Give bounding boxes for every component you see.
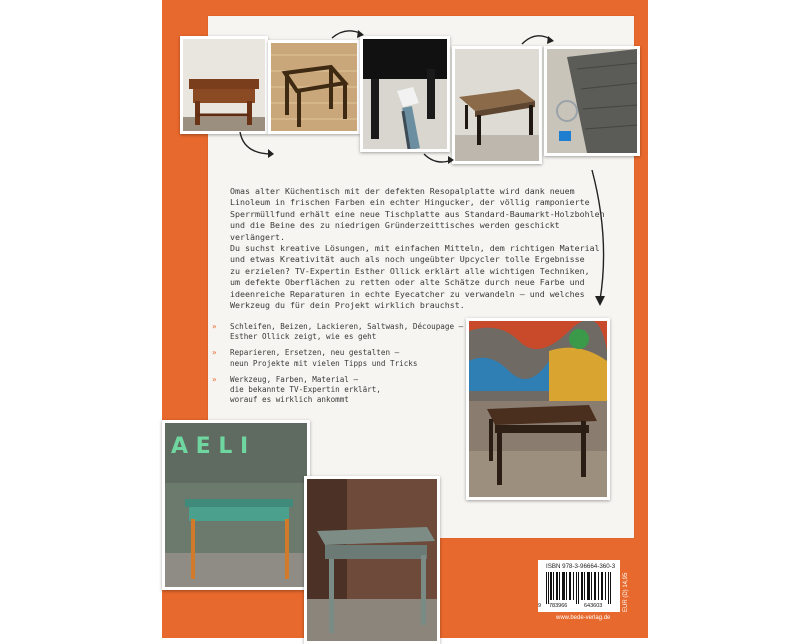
intro-line: zu erzielen? TV-Expertin Esther Ollick erklärt alle wichtigen Techniken,: [230, 265, 590, 276]
photo-green-table: [162, 420, 310, 590]
intro-line: Werkzeug du für dein Projekt wirklich brauchst.: [230, 300, 465, 311]
feature-line: Schleifen, Beizen, Lackieren, Saltwash, Découpage –: [230, 322, 464, 331]
photo-finished-table-graffiti: [466, 318, 610, 500]
arrow-icon: [422, 148, 456, 168]
barcode-digit-first: 9: [538, 603, 542, 609]
intro-line: ideenreiche Reparaturen in echte Eyecatcher zu verwandeln – und welches: [230, 288, 585, 299]
photo-step-1-old-table: [180, 36, 268, 134]
arrow-icon: [330, 26, 366, 42]
photo-step-5-linoleum: [544, 46, 640, 156]
intro-line: und etwas Kreativität auch als noch ungeübter Upcycler tolle Ergebnisse: [230, 254, 585, 265]
intro-line: Omas alter Küchentisch mit der defekten Resopalplatte wird dank neuem: [230, 186, 575, 196]
intro-line: Sperrmüllfund erhält eine neue Tischplatte aus Standard-Baumarkt-Holzbohlen: [230, 208, 605, 219]
intro-line: Linoleum in frischen Farben ein echter Hingucker, der völlig ramponierte: [230, 197, 590, 208]
bullet-icon: »: [212, 348, 217, 358]
photo-step-3-painting: [360, 36, 450, 152]
feature-item: [212, 375, 472, 406]
arrow-icon: [238, 130, 278, 160]
feature-line: die bekannte TV-Expertin erklärt,: [230, 385, 381, 395]
feature-line: worauf es wirklich ankommt: [230, 395, 349, 405]
barcode-digits-left: 783966: [549, 603, 568, 609]
isbn-label: ISBN 978-3-96664-360-3: [546, 563, 616, 570]
feature-line: neun Projekte mit vielen Tipps und Tricks: [230, 358, 418, 368]
photo-step-2-frame: [268, 40, 360, 134]
photo-step-4-new-top: [452, 46, 542, 164]
publisher-url: www.bede-verlag.de: [556, 615, 611, 621]
intro-line: Du suchst kreative Lösungen, mit einfachen Mitteln, dem richtigen Material: [230, 243, 600, 254]
barcode-icon: [544, 572, 614, 604]
bullet-icon: »: [212, 322, 217, 331]
intro-line: um defekte Oberflächen zu retten oder alte Schätze durch neue Farbe und: [230, 277, 585, 288]
feature-line: Werkzeug, Farben, Material –: [230, 374, 359, 384]
price-label: EUR (D) 14,95: [623, 572, 629, 612]
feature-item: [212, 322, 472, 342]
photo-grey-table: [304, 476, 440, 644]
arrow-icon: [520, 30, 556, 48]
intro-line: und die Beine des zu niedrigen Gründerzeittisches werden geschickt verlängert.: [230, 220, 560, 242]
intro-text: [230, 186, 610, 311]
feature-item: [212, 348, 472, 368]
feature-list: [212, 322, 472, 411]
svg-text:A E L I: A E L I: [171, 434, 249, 459]
bullet-icon: »: [212, 374, 217, 384]
barcode-digits-right: 643603: [584, 603, 603, 609]
feature-line: Reparieren, Ersetzen, neu gestalten –: [230, 348, 400, 358]
feature-line: Esther Ollick zeigt, wie es geht: [230, 332, 377, 342]
